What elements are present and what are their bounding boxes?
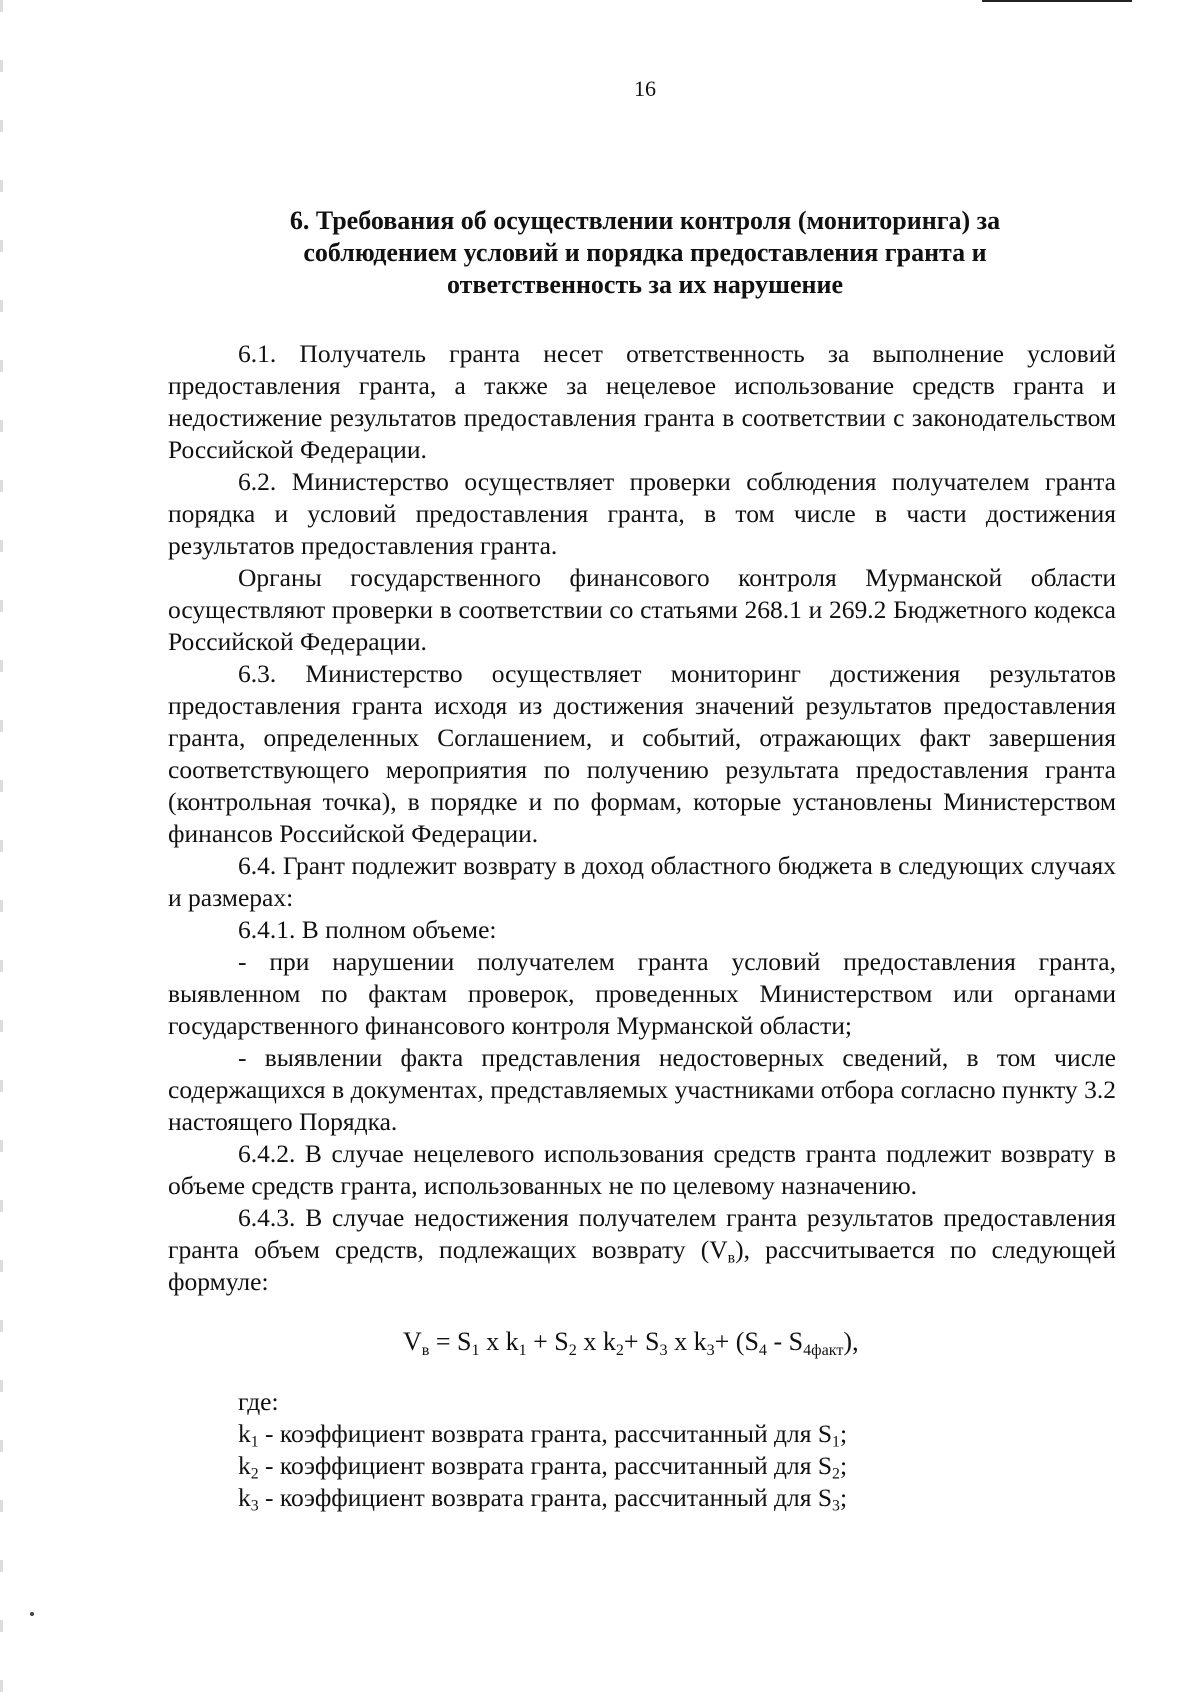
def-k1-sub: 1	[250, 1433, 259, 1451]
def-k2-sym: k	[238, 1451, 251, 1480]
def-k1-text: - коэффициент возврата гранта, рассчитанный для S	[258, 1419, 833, 1448]
heading-line-1: 6. Требования об осуществлении контроля (мониторинга) за	[289, 206, 1001, 235]
definition-k1	[168, 1418, 1116, 1450]
paragraph-6-2: 6.2. Министерство осуществляет проверки соблюдения получателем гранта порядка и условий предоставления гранта, в том числе в части достижения результатов предоставления гранта.	[168, 467, 1116, 560]
formula-t2: + S	[526, 1327, 569, 1356]
def-k2-ref-sub: 2	[832, 1465, 840, 1483]
scan-edge-marks	[0, 0, 3, 1704]
def-k3-sym: k	[238, 1483, 251, 1512]
formula-t6: + (S	[714, 1327, 759, 1356]
paragraph-false-info: - выявлении факта представления недостоверных сведений, в том числе содержащихся в документах, представляемых участниками отбора согласно пункту 3.2 настоящего Порядка.	[168, 1043, 1116, 1136]
page-number: 16	[634, 76, 656, 101]
paragraph-6-4-2: 6.4.2. В случае нецелевого использования средств гранта подлежит возврату в объеме средств гранта, использованных не по целевому назначению.	[168, 1139, 1116, 1200]
formula-k3-sub: 3	[706, 1341, 715, 1359]
formula-k2-sub: 2	[615, 1341, 624, 1359]
def-k3-sub: 3	[250, 1497, 259, 1515]
p10-text: 6.4.3. В случае недостижения получателем гранта результатов предоставления гранта объем средств, подлежащих возврату (V	[168, 1203, 1116, 1264]
paragraph-6-1: 6.1. Получатель гранта несет ответственность за выполнение условий предоставления гранта, а также за нецелевое использование средств гранта и недостижение результатов предоставления гранта в соответствии с законодательством Российской Федерации.	[168, 339, 1116, 464]
p10-sub: в	[727, 1249, 736, 1267]
refund-formula	[168, 1326, 1116, 1358]
def-k2-end: ;	[839, 1451, 848, 1480]
formula-t3: x k	[576, 1327, 616, 1356]
def-k2-text: - коэффициент возврата гранта, рассчитанный для S	[258, 1451, 833, 1480]
paragraph-6-4: 6.4. Грант подлежит возврату в доход областного бюджета в следующих случаях и размерах:	[168, 851, 1116, 912]
formula-k1-sub: 1	[518, 1341, 527, 1359]
paragraph-6-4-1: 6.4.1. В полном объеме:	[238, 915, 497, 944]
formula-s3-sub: 3	[659, 1341, 668, 1359]
formula-t7: - S	[766, 1327, 804, 1356]
formula-s4-sub: 4	[758, 1341, 767, 1359]
def-k1-ref-sub: 1	[832, 1433, 840, 1451]
def-k1-sym: k	[238, 1419, 251, 1448]
paragraph-6-4-3	[168, 1202, 1116, 1298]
definition-k3	[168, 1482, 1116, 1514]
formula-t4: + S	[623, 1327, 660, 1356]
def-k2-sub: 2	[250, 1465, 259, 1483]
scan-top-line	[982, 0, 1132, 2]
where-label: где:	[238, 1387, 279, 1416]
formula-t1: x k	[479, 1327, 519, 1356]
formula-v: V	[403, 1327, 422, 1356]
definition-k2	[168, 1450, 1116, 1482]
formula-s4fact-sub: 4факт	[803, 1341, 844, 1359]
scan-dot	[30, 1612, 34, 1616]
formula-s1-sub: 1	[471, 1341, 480, 1359]
def-k3-text: - коэффициент возврата гранта, рассчитанный для S	[258, 1483, 833, 1512]
formula-v-sub: в	[421, 1341, 430, 1359]
paragraph-6-3: 6.3. Министерство осуществляет мониторинг достижения результатов предоставления гранта исходя из достижения значений результатов предоставления гранта, определенных Соглашением, и событий, отражающих факт завершения соответствующего мероприятия по получению результата предоставления гранта (контрольная точка), в порядке и по формам, которые установлены Министерством финансов Российской Федерации.	[168, 659, 1116, 848]
def-k1-end: ;	[839, 1419, 848, 1448]
formula-eq: = S	[429, 1327, 472, 1356]
formula-s2-sub: 2	[568, 1341, 577, 1359]
formula-t5: x k	[667, 1327, 707, 1356]
formula-t8: ),	[843, 1327, 859, 1356]
document-body	[168, 338, 1116, 1514]
p10-end: ), рассчитывается по следующей формуле:	[168, 1235, 1116, 1296]
def-k3-end: ;	[839, 1483, 848, 1512]
paragraph-control-bodies: Органы государственного финансового контроля Мурманской области осуществляют проверки в соответствии со статьями 268.1 и 269.2 Бюджетного кодекса Российской Федерации.	[168, 563, 1116, 656]
heading-line-2: соблюдением условий и порядка предоставления гранта и	[303, 238, 987, 267]
def-k3-ref-sub: 3	[832, 1497, 840, 1515]
section-heading	[225, 205, 1065, 301]
heading-line-3: ответственность за их нарушение	[446, 270, 844, 299]
paragraph-violation: - при нарушении получателем гранта условий предоставления гранта, выявленном по фактам проверок, проведенных Министерством или органами государственного финансового контроля Мурманской области;	[168, 947, 1116, 1040]
